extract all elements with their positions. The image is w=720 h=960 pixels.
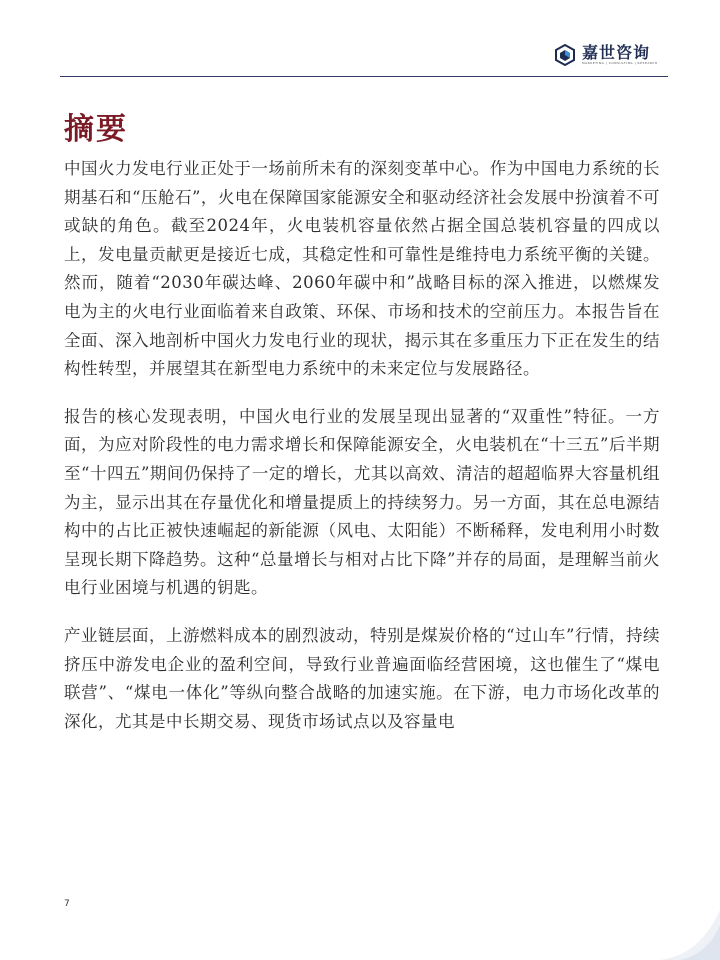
page-number: 7 — [64, 899, 70, 909]
paragraph-1: 中国火力发电行业正处于一场前所未有的深刻变革中心。作为中国电力系统的长期基石和“压舱石”，火电在保障国家能源安全和驱动经济社会发展中扮演着不可或缺的角色。截至2024年，火电装机容量依然占据全国总装机容量的四成以上，发电量贡献更是接近七成，其稳定性和可靠性是维持电力系统平衡的关键。然而，随着“2030年碳达峰、2060年碳中和”战略目标的深入推进，以燃煤发电为主的火电行业面临着来自政策、环保、市场和技术的空前压力。本报告旨在全面、深入地剖析中国火力发电行业的现状，揭示其在多重压力下正在发生的结构性转型，并展望其在新型电力系统中的未来定位与发展路径。 — [64, 159, 660, 379]
header-divider — [60, 76, 668, 77]
paragraph-3: 产业链层面，上游燃料成本的剧烈波动，特别是煤炭价格的“过山车”行情，持续挤压中游发电企业的盈利空间，导致行业普遍面临经营困境，这也催生了“煤电联营”、“煤电一体化”等纵向整合战略的加速实施。在下游，电力市场化改革的深化，尤其是中长期交易、现货市场试点以及容量电 — [64, 625, 660, 731]
logo-text-block — [582, 44, 658, 66]
corner-decoration — [660, 910, 720, 960]
header-logo — [554, 44, 658, 66]
logo-name: 嘉世咨询 — [582, 43, 651, 62]
company-logo-icon — [554, 44, 576, 66]
abstract-body — [64, 155, 660, 755]
paragraph-2: 报告的核心发现表明，中国火电行业的发展呈现出显著的“双重性”特征。一方面，为应对阶段性的电力需求增长和保障能源安全，火电装机在“十三五”后半期至“十四五”期间仍保持了一定的增长，尤其以高效、清洁的超超临界大容量机组为主，显示出其在存量优化和增量提质上的持续努力。另一方面，其在总电源结构中的占比正被快速崛起的新能源（风电、太阳能）不断稀释，发电利用小时数呈现长期下降趋势。这种“总量增长与相对占比下降”并存的局面，是理解当前火电行业困境与机遇的钥匙。 — [64, 406, 660, 598]
page-title: 摘要 — [64, 112, 128, 147]
logo-subtitle: MARKETING | CONSULTING | RESEARCH — [582, 61, 658, 65]
